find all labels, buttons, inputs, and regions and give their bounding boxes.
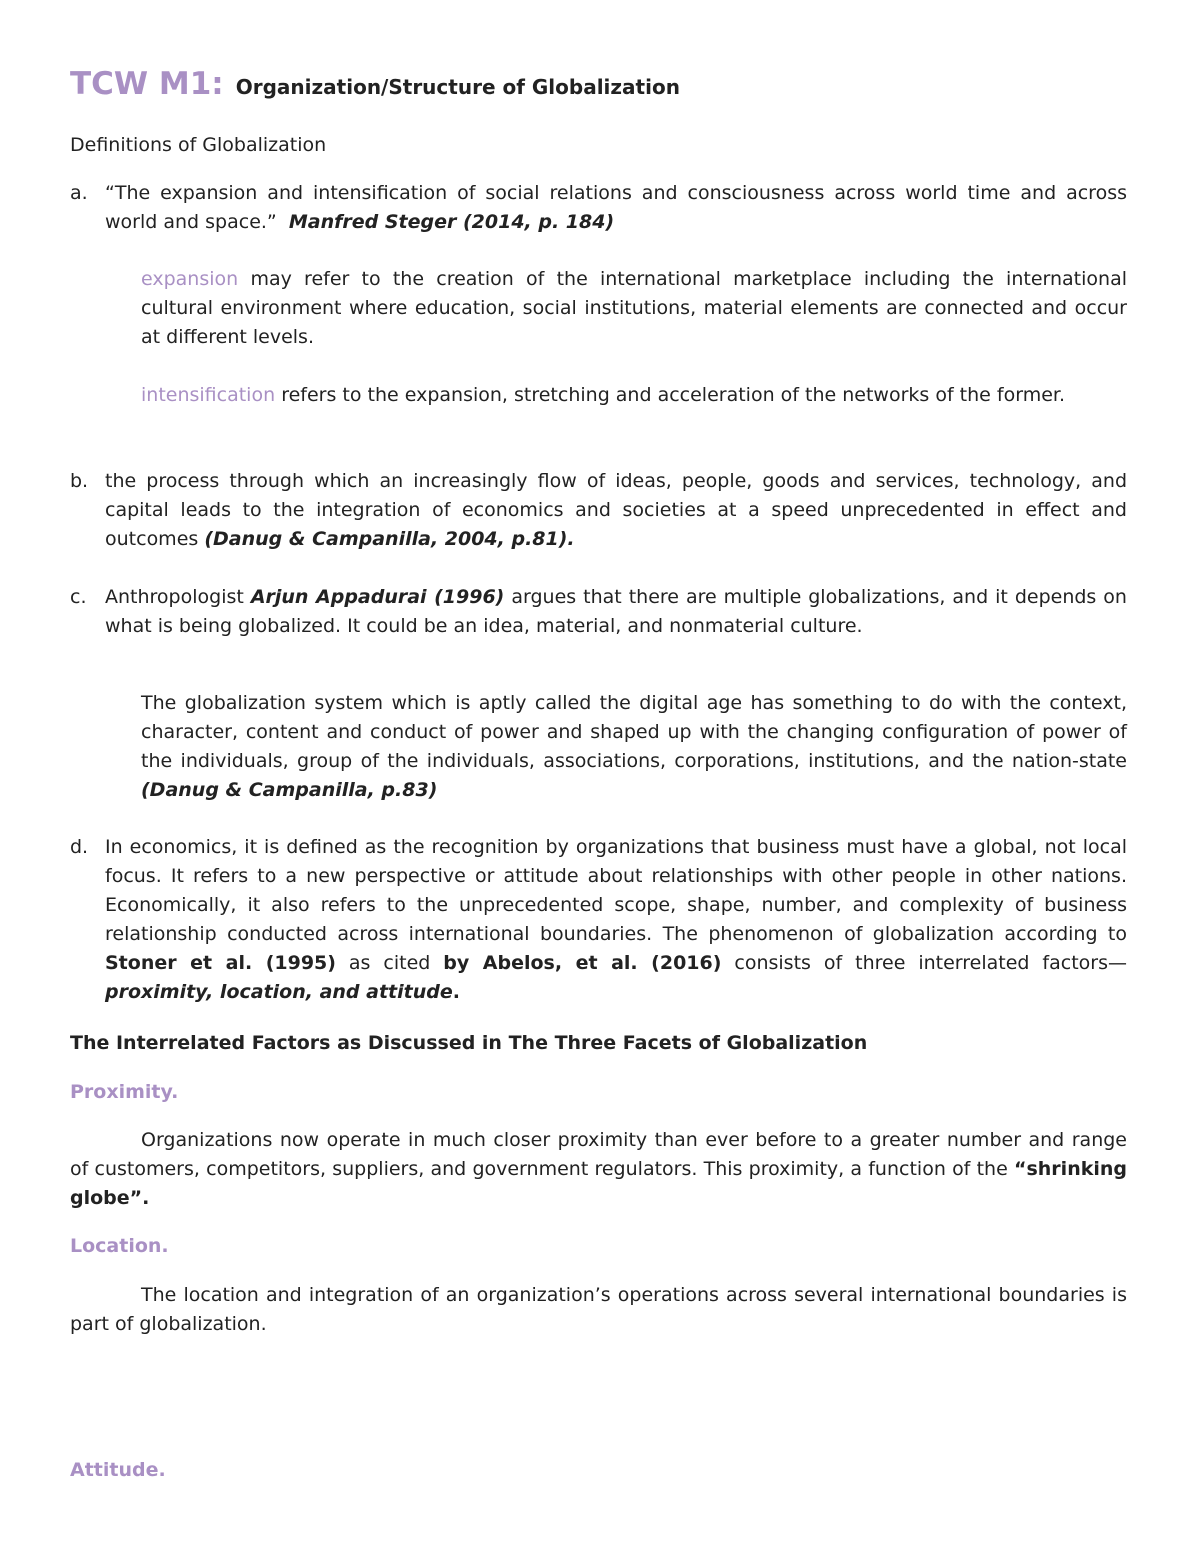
definition-c-text — [105, 583, 1127, 641]
location-heading: Location. — [70, 1235, 169, 1257]
consists-text: consists of three interrelated factors— — [734, 952, 1127, 974]
list-marker: a. — [70, 182, 88, 204]
document-title — [70, 66, 680, 103]
shrinking-globe: “shrinking globe”. — [70, 1158, 1127, 1209]
definition-b-body: the process through which an increasingly flow of ideas, people, goods and services, technology, and capital leads to the integration of economics and societies at a speed unprecedented in effect and outcomes — [105, 470, 1127, 550]
period: . — [452, 981, 460, 1003]
steger-quote: “The expansion and intensification of social relations and consciousness across world time and across world and space.” — [105, 182, 1127, 233]
proximity-heading: Proximity. — [70, 1081, 179, 1103]
danug-citation-p83: (Danug & Campanilla, p.83) — [141, 779, 438, 801]
proximity-text: Organizations now operate in much closer proximity than ever before to a greater number and range of customers, competitors, suppliers, and government regulators. This proximity, a function of the — [70, 1129, 1127, 1180]
intensification-term: intensification — [141, 384, 276, 406]
definition-a-text — [105, 179, 1127, 237]
steger-citation: Manfred Steger (2014, p. 184) — [288, 211, 615, 233]
list-marker: d. — [70, 836, 89, 858]
intensification-definition — [141, 381, 1127, 410]
facets-heading: The Interrelated Factors as Discussed in The Three Facets of Globalization — [70, 1032, 868, 1054]
three-factors: proximity, location, and attitude — [105, 981, 453, 1003]
definition-d — [70, 833, 1127, 1007]
expansion-definition — [141, 265, 1127, 352]
digital-age-text: The globalization system which is aptly called the digital age has something to do with the context, character, content and conduct of power and shaped up with the changing configuration of power of the individuals, group of the individuals, associations, corporations, institutions, and the nation-state — [141, 692, 1127, 772]
proximity-paragraph — [70, 1126, 1127, 1213]
list-marker: b. — [70, 470, 89, 492]
definition-d-body: In economics, it is defined as the recognition by organizations that business must have a global, not local focus. It refers to a new perspective or attitude about relationships with other people in other nations. Economically, it also refers to the unprecedented scope, shape, number, and complexity of business relationship conducted across international boundaries. The phenomenon of globalization according to — [105, 836, 1127, 945]
definition-c — [70, 583, 1127, 641]
danug-citation-2004: (Danug & Campanilla, 2004, p.81). — [204, 528, 575, 550]
stoner-citation: Stoner et al. (1995) — [105, 952, 336, 974]
title-subtitle: Organization/Structure of Globalization — [235, 75, 680, 99]
intensification-text: refers to the expansion, stretching and acceleration of the networks of the former. — [281, 384, 1066, 406]
section-label: Definitions of Globalization — [70, 134, 327, 156]
definition-a — [70, 179, 1127, 237]
definition-b — [70, 467, 1127, 554]
abelos-citation: by Abelos, et al. (2016) — [443, 952, 722, 974]
expansion-text: may refer to the creation of the international marketplace including the international cultural environment where education, social institutions, material elements are connected and occur at different levels. — [141, 268, 1128, 348]
as-cited-text: as cited — [348, 952, 431, 974]
definition-d-text — [105, 833, 1127, 1007]
location-paragraph: The location and integration of an organization’s operations across several international boundaries is part of globalization. — [70, 1284, 1127, 1335]
attitude-heading: Attitude. — [70, 1459, 166, 1481]
expansion-term: expansion — [141, 268, 239, 290]
title-code: TCW M1: — [70, 66, 224, 102]
definition-b-text — [105, 467, 1127, 554]
appadurai-citation: Arjun Appadurai (1996) — [250, 586, 505, 608]
definition-c-lead: Anthropologist — [105, 586, 244, 608]
definition-c-body: argues that there are multiple globalizations, and it depends on what is being globalized. It could be an idea, material, and nonmaterial culture. — [105, 586, 1127, 637]
list-marker: c. — [70, 586, 87, 608]
digital-age-paragraph — [141, 689, 1127, 805]
